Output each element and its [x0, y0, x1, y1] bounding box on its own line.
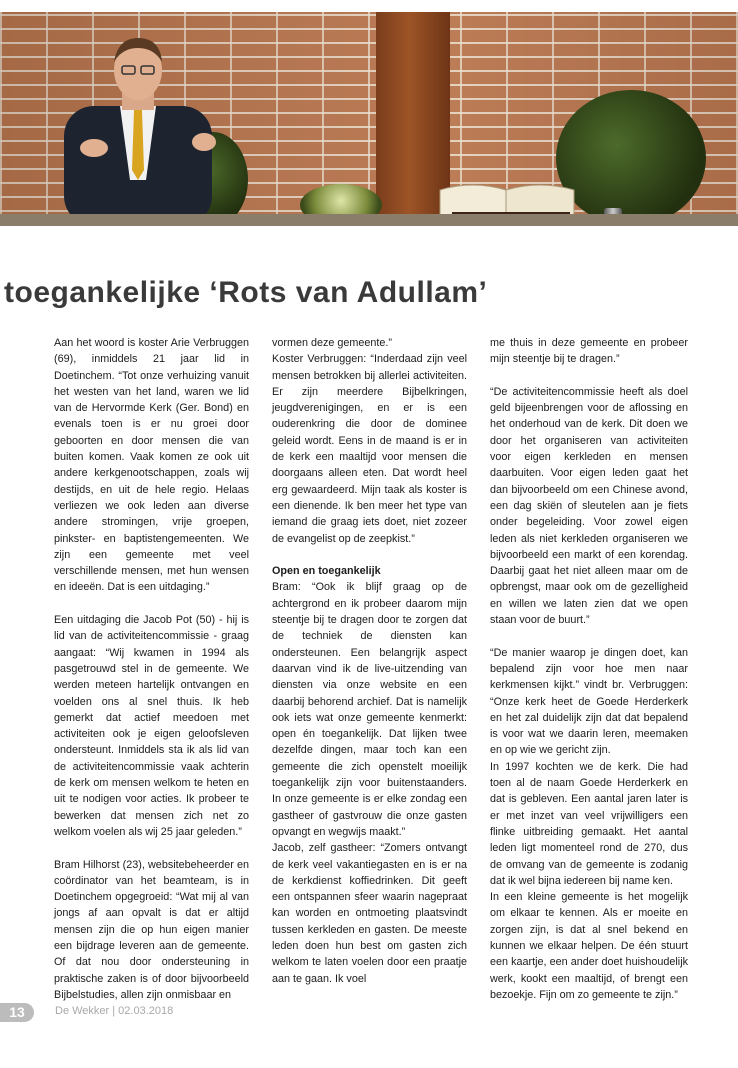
column-2	[272, 335, 467, 987]
paragraph: “De manier waarop je dingen doet, kan bepalend zijn voor hoe men naar kerkmensen kijkt.” vindt br. Verbruggen: “Onze kerk heet de Goede Herderkerk en het zal duidelijk zijn dat dat bepalend is voor wat we daarin leren, meemaken en op wie we gericht zijn.	[490, 646, 688, 757]
paragraph: “De activiteitencommissie heeft als doel geld bijeenbrengen voor de aflossing en het onderhoud van de kerk. Dit doen we door het organiseren van activiteiten voor eigen kerkleden en mensen daarbuiten. Voor eigen leden gaat het dan bijvoorbeeld om een Chinese avond, een dag skiën of sleutelen aan je fiets onder begeleiding. Voor zowel eigen leden als niet kerkleden organiseren we bijvoorbeeld een markt of een korendag. Daarbij gaat het niet alleen maar om de opbrengst, maar ook om de gezelligheid en willen we laten zien dat we open staan voor de buurt.”	[490, 385, 688, 627]
paragraph: Koster Verbruggen: “Inderdaad zijn veel mensen betrokken bij allerlei activiteiten. Er zijn meerdere Bijbelkringen, jeugdverenigingen, en er is een ouderenkring die door de dominee geleid wordt. Eens in de maand is er in de kerk een maaltijd voor mensen die doorgaans alleen eten. Dat wordt heel erg gewaardeerd. Mijn taak als koster is een dienende. Ik ben meer het type van iemand die graag iets doet, niet zozeer de evangelist op de zeepkist.”	[272, 353, 467, 545]
column-3	[490, 335, 688, 1003]
header-photo	[0, 12, 738, 226]
paragraph: vormen deze gemeente.”	[272, 337, 393, 349]
article-headline: toegankelijke ‘Rots van Adullam’	[4, 276, 488, 309]
paragraph: Bram Hilhorst (23), websitebeheerder en coördinator van het beamteam, is in Doetinchem opgegroeid: “Wat mij al van jongs af aan opvalt is dat er altijd mensen zijn die op hun eigen manier een bijdrage leveren aan de gemeente. Of dat nou door ondersteuning in praktische zaken is of door bijvoorbeeld Bijbelstudies, allen zijn onmisbaar en	[54, 858, 249, 1001]
paragraph: me thuis in deze gemeente en probeer mijn steentje bij te dragen.”	[490, 337, 688, 366]
paragraph: Bram: “Ook ik blijf graag op de achtergrond en ik probeer daarom mijn steentje bij te dragen door te zorgen dat de techniek de diensten kan ondersteunen. Een belangrijk aspect daarvan vind ik de live-uitzending van diensten via onze website en een daarbij behorend archief. Dat is namelijk ook iets wat onze gemeente kenmerkt: open én toegankelijk. Dat lijken twee dezelfde dingen, maar toch kan een gemeente die zich openstelt moeilijk toegankelijk zijn voor buitenstaanders. In onze gemeente is er elke zondag een gastheer of gastvrouw die onze gasten opvangt en wegwijs maakt.”	[272, 581, 467, 838]
paragraph: Jacob, zelf gastheer: “Zomers ontvangt de kerk veel vakantiegasten en is er na de kerkdienst koffiedrinken. Dit geeft een ontspannen sfeer waarin nagepraat kan worden en ontmoeting plaatsvindt tussen kerkleden en gasten. De meeste leden doen hun best om gasten zich welkom te laten voelen door een praatje aan te gaan. Ik voel	[272, 842, 467, 985]
paragraph: In 1997 kochten we de kerk. Die had toen al de naam Goede Herderkerk en dat is gebleven. Een aantal jaren later is er met inzet van veel vrijwilligers een flinke uitbreiding gemaakt. Het aantal leden ligt momenteel rond de 270, dus de omvang van de gemeente is zodanig dat ik wel bijna iedereen bij name ken.	[490, 760, 688, 887]
paragraph: In een kleine gemeente is het mogelijk om elkaar te kennen. Als er moeite en zorgen zijn, is dat al snel bekend en kunnen we elkaar helpen. De één stuurt een kaartje, een ander doet huishoudelijk werk, kookt een maaltijd, of brengt een bezoekje. Fijn om zo gemeente te zijn.”	[490, 891, 688, 1001]
subheading: Open en toegankelijk	[272, 565, 381, 578]
page-number: 13	[0, 1003, 34, 1022]
speaker-figure	[58, 30, 218, 226]
publication-footer: De Wekker | 02.03.2018	[55, 1005, 174, 1017]
column-1	[54, 335, 249, 1019]
paragraph: Een uitdaging die Jacob Pot (50) - hij is lid van de activiteitencommissie - graag aangaat: “Wij kwamen in 1994 als pasgetrouwd stel in de gemeente. We werden meteen hartelijk ontvangen en voelden ons al snel thuis. Ik heb gemerkt dat actief meedoen met activiteiten ook je eigen geloofsleven ondersteunt. Inmiddels sta ik als lid van de activiteitencommissie vaak achterin de kerk om mensen welkom te heten en uit te nodigen voor acties. Ik probeer te bewerken dat mensen zich net zo welkom voelen als wij 25 jaar geleden.”	[54, 614, 249, 838]
paragraph: Aan het woord is koster Arie Verbruggen (69), inmiddels 21 jaar lid in Doetinchem. “Tot onze verhuizing vanuit het westen van het land, waren we lid van de Hervormde Kerk (Ger. Bond) en evenals toen is er nu groei door geboorten en door mensen die van buiten komen. Vaak komen ze ook uit andere kerkgenootschappen, zoals wij destijds, en uit de hele regio. Helaas verliezen we ook leden aan diverse andere stromingen, vrije groepen, pinkster- en baptistengemeenten. We zijn een gemeente met veel verschillende mensen, met hun wensen en ideeën. Dat is een uitdaging.”	[54, 337, 249, 594]
plant-right	[556, 90, 706, 226]
